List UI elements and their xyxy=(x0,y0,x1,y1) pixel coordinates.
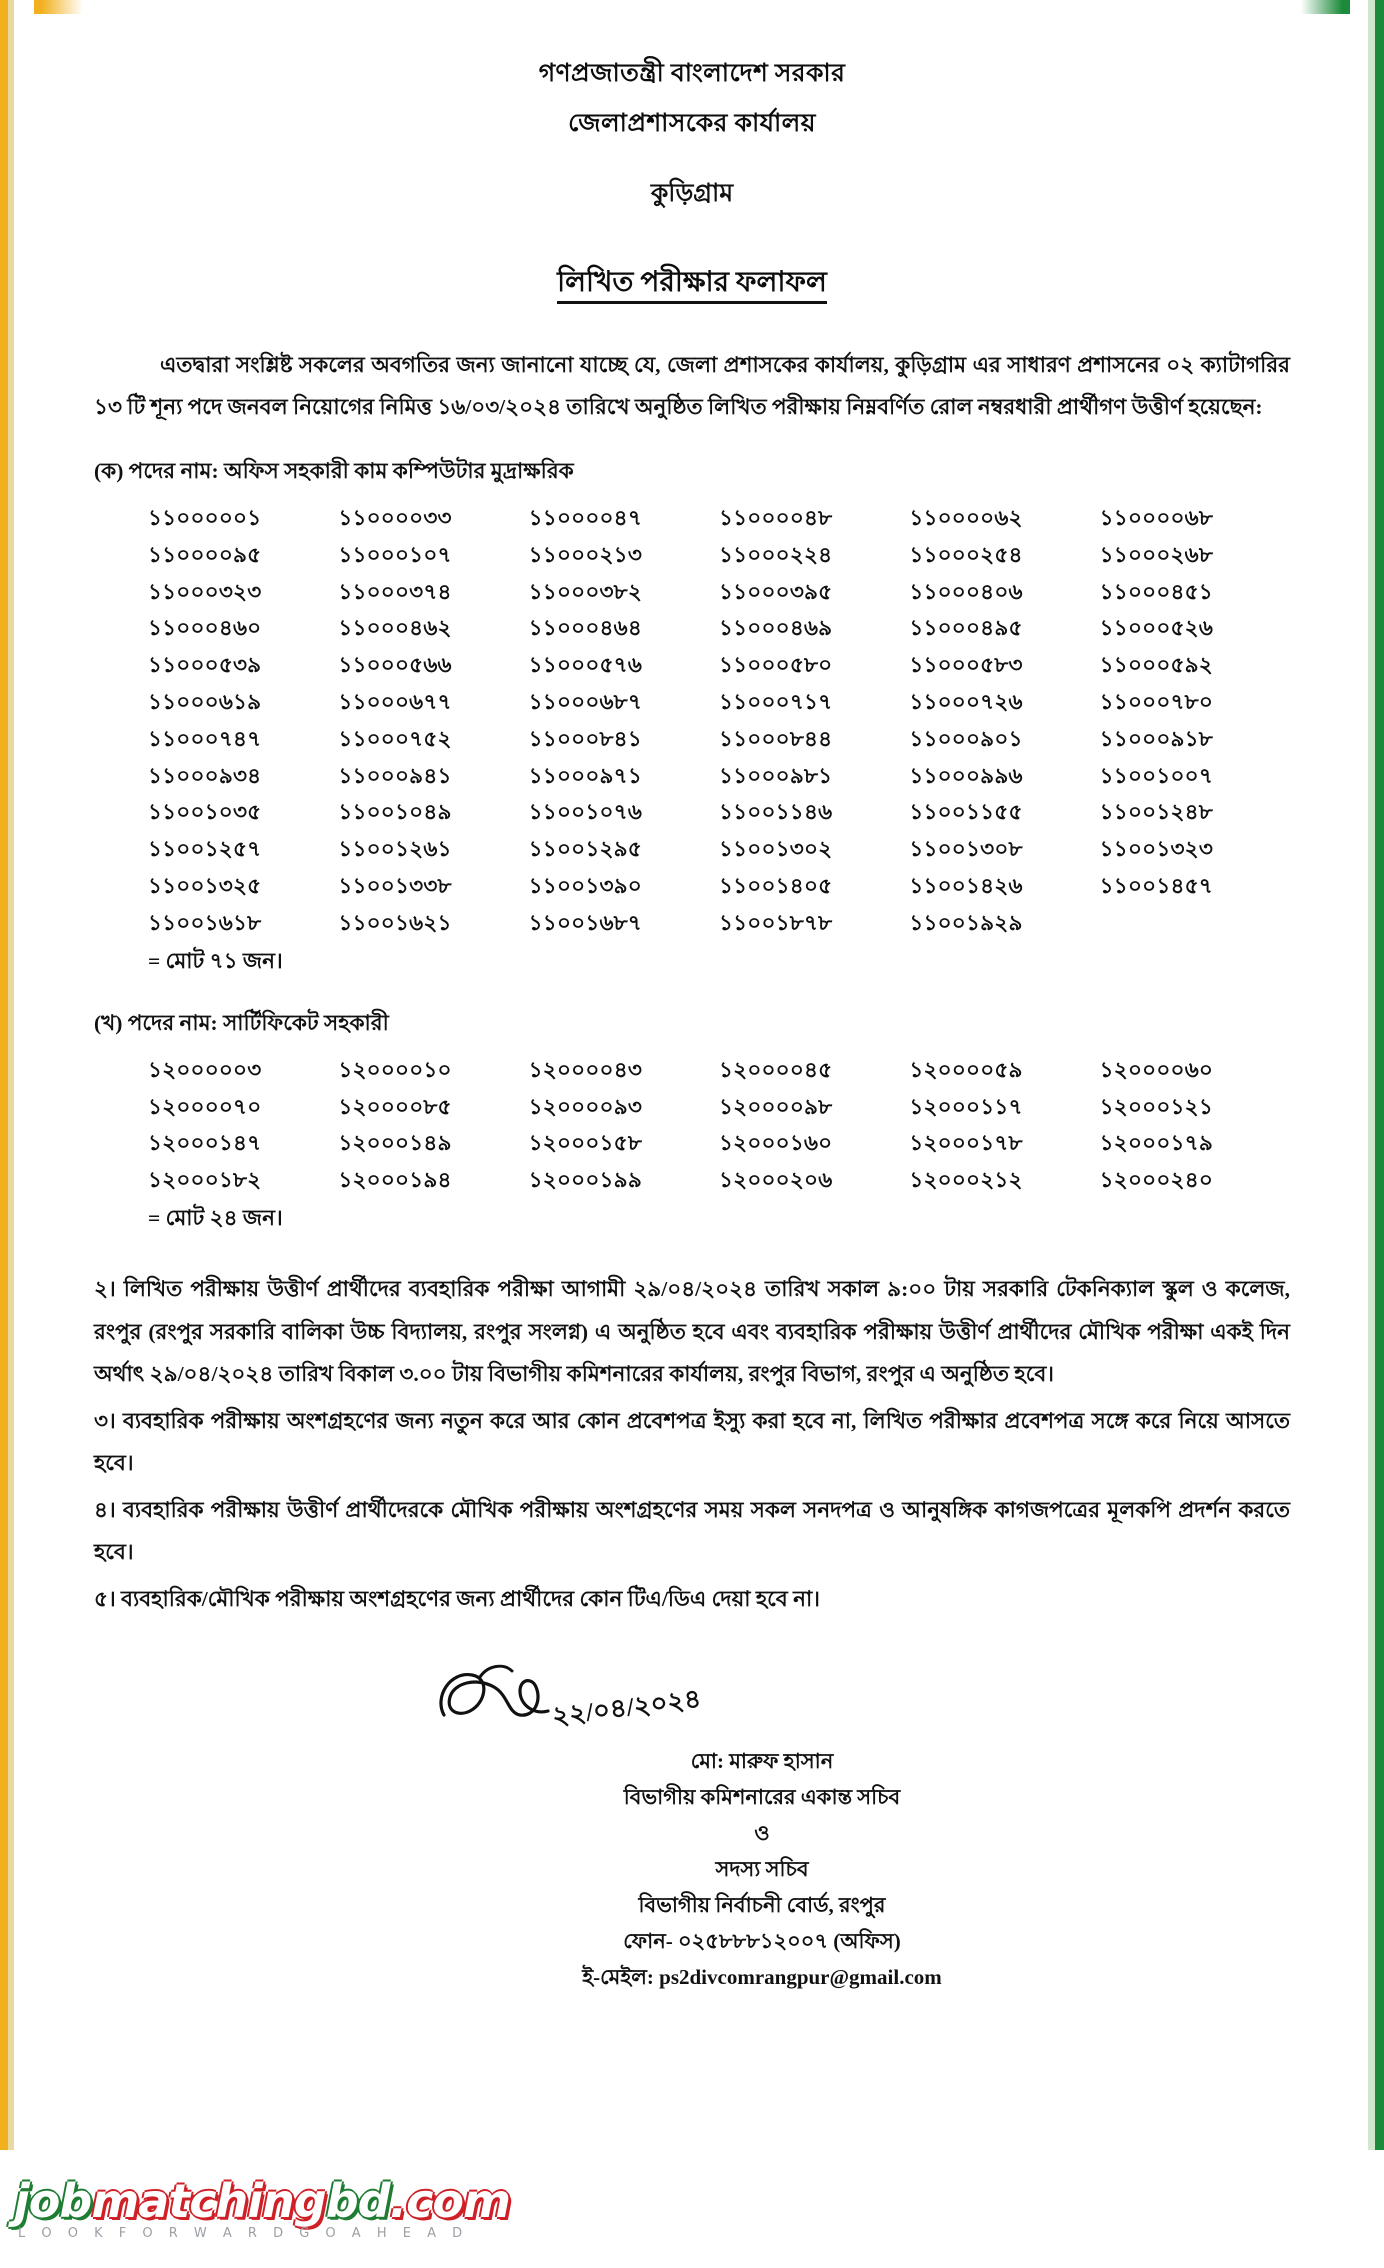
notes-list xyxy=(94,1268,1290,1621)
district-name: কুড়িগ্রাম xyxy=(650,180,734,207)
roll-number: ১১০০১৩০৮ xyxy=(909,837,1023,862)
roll-number: ১২০০০১৭৯ xyxy=(1099,1131,1214,1156)
section-ka-roll-grid xyxy=(148,501,1290,941)
roll-number: ১২০০০০৮৫ xyxy=(338,1094,452,1119)
watermark-part-matching: matching xyxy=(91,2173,326,2228)
roll-number: ১২০০০১৮২ xyxy=(148,1168,262,1193)
roll-number: ১২০০০০৪৩ xyxy=(528,1057,643,1082)
roll-number: ১১০০০৪৬২ xyxy=(338,616,452,641)
roll-number: ১২০০০০৪৫ xyxy=(718,1057,833,1082)
roll-number: ১১০০০৭৫২ xyxy=(338,726,452,751)
roll-number: ১২০০০০১০ xyxy=(338,1057,452,1082)
roll-number: ১২০০০২৪০ xyxy=(1099,1168,1214,1193)
roll-number: ১১০০১৪৫৭ xyxy=(1099,874,1213,899)
govt-header-line2: জেলাপ্রশাসকের কার্যালয় xyxy=(568,109,816,137)
roll-number: ১১০০১১৪৬ xyxy=(718,800,833,825)
roll-number: ১১০০১০০৭ xyxy=(1099,763,1214,788)
roll-number: ১১০০০৫২৬ xyxy=(1099,616,1214,641)
roll-number: ১১০০১৪০৫ xyxy=(718,874,833,899)
signatory-phone: ফোন- ০২৫৮৮৮১২০০৭ (অফিস) xyxy=(623,1929,901,1954)
roll-number: ১২০০০১১৭ xyxy=(909,1094,1023,1119)
roll-number: ১২০০০১৭৮ xyxy=(909,1131,1023,1156)
watermark-inner xyxy=(0,2173,510,2241)
roll-number: ১২০০০১৪৭ xyxy=(148,1131,262,1156)
note-paragraph: ২। লিখিত পরীক্ষায় উত্তীর্ণ প্রার্থীদের ব্যবহারিক পরীক্ষা আগামী ২৯/০৪/২০২৪ তারিখ সকাল ৯:০০ টায় সরকারি টেকনিক্যাল স্কুল ও কলেজ, রংপুর (রংপুর সরকারি বালিকা উচ্চ বিদ্যালয়, রংপুর সংলগ্ন) এ অনুষ্ঠিত হবে এবং ব্যবহারিক পরীক্ষায় উত্তীর্ণ প্রার্থীদের মৌখিক পরীক্ষা একই দিন অর্থাৎ ২৯/০৪/২০২৪ তারিখ বিকাল ৩.০০ টায় বিভাগীয় কমিশনারের কার্যালয়, রংপুর বিভাগ, রংপুর এ অনুষ্ঠিত হবে। xyxy=(94,1277,1290,1387)
roll-number: ১২০০০১৯৯ xyxy=(528,1168,642,1193)
roll-number: ১১০০১৮৭৮ xyxy=(718,910,833,935)
roll-number: ১১০০১২৯৫ xyxy=(528,837,642,862)
roll-number: ১১০০১৬১৮ xyxy=(148,910,262,935)
roll-number: ১১০০০৩৭৪ xyxy=(338,579,452,604)
document-sheet xyxy=(34,14,1350,2150)
roll-number: ১১০০০২১৩ xyxy=(528,542,643,567)
watermark-logo xyxy=(14,2173,510,2228)
roll-number: ১১০০০৯৯৬ xyxy=(909,763,1023,788)
watermark-part-job: job xyxy=(14,2173,92,2228)
section-kha xyxy=(94,1007,1290,1238)
roll-number: ১২০০০০৯৩ xyxy=(528,1094,643,1119)
roll-number: ১১০০০৪৬৪ xyxy=(528,616,642,641)
signatory-and: ও xyxy=(754,1820,770,1845)
roll-number: ১১০০০৮৪১ xyxy=(528,726,642,751)
roll-number: ১১০০০০৪৮ xyxy=(718,505,833,530)
roll-number: ১১০০০৯০১ xyxy=(909,726,1023,751)
note-paragraph: ৩। ব্যবহারিক পরীক্ষায় অংশগ্রহণের জন্য নতুন করে আর কোন প্রবেশপত্র ইস্যু করা হবে না, লিখিত পরীক্ষার প্রবেশপত্র সঙ্গে করে নিয়ে আসতে হবে। xyxy=(94,1408,1290,1476)
roll-number: ১২০০০০০৩ xyxy=(148,1057,262,1082)
roll-number: ১২০০০১২১ xyxy=(1099,1094,1214,1119)
watermark-part-bd: bd xyxy=(325,2173,390,2228)
roll-number: ১১০০০৭৪৭ xyxy=(148,726,262,751)
roll-number: ১১০০০৪৬০ xyxy=(148,616,262,641)
roll-number: ১১০০০৩৮২ xyxy=(528,579,643,604)
roll-number: ১১০০০০৬২ xyxy=(909,505,1023,530)
signature-date: ২২/০৪/২০২৪ xyxy=(550,1683,703,1731)
roll-number: ১১০০০৯৩৪ xyxy=(148,763,262,788)
signatory-name: মো: মারুফ হাসান xyxy=(690,1748,834,1773)
signatory-designation-2: সদস্য সচিব xyxy=(715,1856,809,1881)
roll-number: ১১০০১০৪৯ xyxy=(338,800,452,825)
roll-number: ১১০০১২৫৭ xyxy=(148,837,262,862)
roll-number: ১১০০০৫৮৩ xyxy=(909,653,1023,678)
signatory-board: বিভাগীয় নির্বাচনী বোর্ড, রংপুর xyxy=(638,1893,886,1918)
roll-number: ১১০০০০০১ xyxy=(148,505,262,530)
roll-number: ১১০০০৫৭৬ xyxy=(528,653,643,678)
section-ka-heading: (ক) পদের নাম: অফিস সহকারী কাম কম্পিউটার মুদ্রাক্ষরিক xyxy=(94,458,574,483)
note-paragraph: ৫। ব্যবহারিক/মৌখিক পরীক্ষায় অংশগ্রহণের জন্য প্রার্থীদের কোন টিএ/ডিএ দেয়া হবে না। xyxy=(94,1587,820,1612)
roll-number: ১১০০০০৪৭ xyxy=(528,505,643,530)
roll-number: ১১০০০৩৯৫ xyxy=(718,579,833,604)
site-watermark xyxy=(0,2150,1384,2268)
roll-number: ১১০০০৭৮০ xyxy=(1099,689,1214,714)
roll-number: ১১০০০৬১৯ xyxy=(148,689,262,714)
roll-number: ১১০০০৯১৮ xyxy=(1099,726,1213,751)
roll-number: ১১০০১৪২৬ xyxy=(909,874,1023,899)
page-edge-right xyxy=(1350,0,1384,2268)
roll-number: ১১০০০৪৯৫ xyxy=(909,616,1023,641)
roll-number: ১১০০০৩২৩ xyxy=(148,579,262,604)
roll-number: ১১০০০৪৫১ xyxy=(1099,579,1213,604)
roll-number: ১১০০০৯৮১ xyxy=(718,763,833,788)
roll-number: ১১০০১০৭৬ xyxy=(528,800,643,825)
watermark-part-dotcom: .com xyxy=(389,2173,510,2228)
roll-number: ১১০০০২৫৪ xyxy=(909,542,1023,567)
roll-number xyxy=(1100,906,1290,941)
roll-number: ১১০০০৫৩৯ xyxy=(148,653,262,678)
page-title xyxy=(94,260,1290,307)
signatory-designation-1: বিভাগীয় কমিশনারের একান্ত সচিব xyxy=(623,1784,901,1809)
roll-number: ১১০০০৯৪১ xyxy=(338,763,452,788)
roll-number: ১১০০১২৪৮ xyxy=(1099,800,1213,825)
roll-number: ১১০০০৫৬৬ xyxy=(338,653,452,678)
section-kha-heading: (খ) পদের নাম: সার্টিফিকেট সহকারী xyxy=(94,1010,389,1035)
page-edge-top xyxy=(0,0,1384,14)
roll-number: ১২০০০০৭০ xyxy=(148,1094,262,1119)
section-kha-total: = মোট ২৪ জন। xyxy=(148,1206,283,1231)
roll-number: ১২০০০০৫৯ xyxy=(909,1057,1023,1082)
roll-number: ১১০০১৩২৩ xyxy=(1099,837,1214,862)
roll-number: ১১০০১৩৩৮ xyxy=(338,874,452,899)
roll-number: ১২০০০০৯৮ xyxy=(718,1094,833,1119)
roll-number: ১২০০০২১২ xyxy=(909,1168,1023,1193)
roll-number: ১২০০০১৯৪ xyxy=(338,1168,452,1193)
signature-block xyxy=(94,1657,1290,1996)
roll-number: ১১০০০২২৪ xyxy=(718,542,833,567)
roll-number: ১১০০০২৬৮ xyxy=(1099,542,1214,567)
roll-number: ১২০০০১৬০ xyxy=(718,1131,833,1156)
roll-number: ১১০০০৮৪৪ xyxy=(718,726,833,751)
watermark-tagline: L O O K F O R W A R D G O A H E A D xyxy=(18,2225,469,2241)
intro-paragraph xyxy=(94,345,1290,429)
roll-number: ১১০০১১৫৫ xyxy=(909,800,1023,825)
note-paragraph: ৪। ব্যবহারিক পরীক্ষায় উত্তীর্ণ প্রার্থীদেরকে মৌখিক পরীক্ষায় অংশগ্রহণের সময় সকল সনদপত্র ও আনুষঙ্গিক কাগজপত্রের মূলকপি প্রদর্শন করতে হবে। xyxy=(94,1497,1290,1565)
roll-number: ১২০০০১৫৮ xyxy=(528,1131,642,1156)
roll-number: ১১০০১৯২৯ xyxy=(909,910,1023,935)
intro-text: এতদ্বারা সংশ্লিষ্ট সকলের অবগতির জন্য জানানো যাচ্ছে যে, জেলা প্রশাসকের কার্যালয়, কুড়িগ্রাম এর সাধারণ প্রশাসনের ০২ ক্যাটাগরির ১৩ টি শূন্য পদে জনবল নিয়োগের নিমিত্ত ১৬/০৩/২০২৪ তারিখে অনুষ্ঠিত লিখিত পরীক্ষায় নিম্নবর্ণিত রোল নম্বরধারী প্রার্থীগণ উত্তীর্ণ হয়েছেন: xyxy=(94,353,1290,419)
roll-number: ১১০০০০৬৮ xyxy=(1099,505,1214,530)
section-ka-total: = মোট ৭১ জন। xyxy=(148,948,283,973)
signatory-email: ই-মেইল: ps2divcomrangpur@gmail.com xyxy=(582,1965,942,1990)
section-kha-roll-grid xyxy=(148,1053,1290,1198)
roll-number: ১১০০০৪০৬ xyxy=(909,579,1023,604)
roll-number: ১১০০১৩০২ xyxy=(718,837,833,862)
roll-number: ১১০০১৬২১ xyxy=(338,910,452,935)
roll-number: ১১০০১২৬১ xyxy=(338,837,452,862)
roll-number: ১২০০০১৪৯ xyxy=(338,1131,452,1156)
roll-number: ১১০০০৪৬৯ xyxy=(718,616,833,641)
roll-number: ১১০০০১০৭ xyxy=(338,542,452,567)
roll-number: ১১০০১৩৯০ xyxy=(528,874,642,899)
roll-number: ১১০০০০৯৫ xyxy=(148,542,262,567)
signature-mark xyxy=(424,1657,754,1743)
roll-number: ১১০০০৫৮০ xyxy=(718,653,833,678)
roll-number: ১২০০০০৬০ xyxy=(1099,1057,1214,1082)
roll-number: ১২০০০২০৬ xyxy=(718,1168,833,1193)
roll-number: ১১০০০৬৭৭ xyxy=(338,689,452,714)
roll-number: ১১০০০৬৮৭ xyxy=(528,689,643,714)
govt-header-line1: গণপ্রজাতন্ত্রী বাংলাদেশ সরকার xyxy=(538,60,846,87)
section-ka xyxy=(94,455,1290,981)
roll-number: ১১০০১০৩৫ xyxy=(148,800,262,825)
roll-number: ১১০০০৯৭১ xyxy=(528,763,642,788)
roll-number: ১১০০০৫৯২ xyxy=(1099,653,1213,678)
roll-number: ১১০০০০৩৩ xyxy=(338,505,452,530)
page-edge-left xyxy=(0,0,34,2268)
roll-number: ১১০০১৬৮৭ xyxy=(528,910,642,935)
page-title-text: লিখিত পরীক্ষার ফলাফল xyxy=(557,267,827,304)
roll-number: ১১০০১৩২৫ xyxy=(148,874,262,899)
roll-number: ১১০০০৭১৭ xyxy=(718,689,833,714)
roll-number: ১১০০০৭২৬ xyxy=(909,689,1023,714)
